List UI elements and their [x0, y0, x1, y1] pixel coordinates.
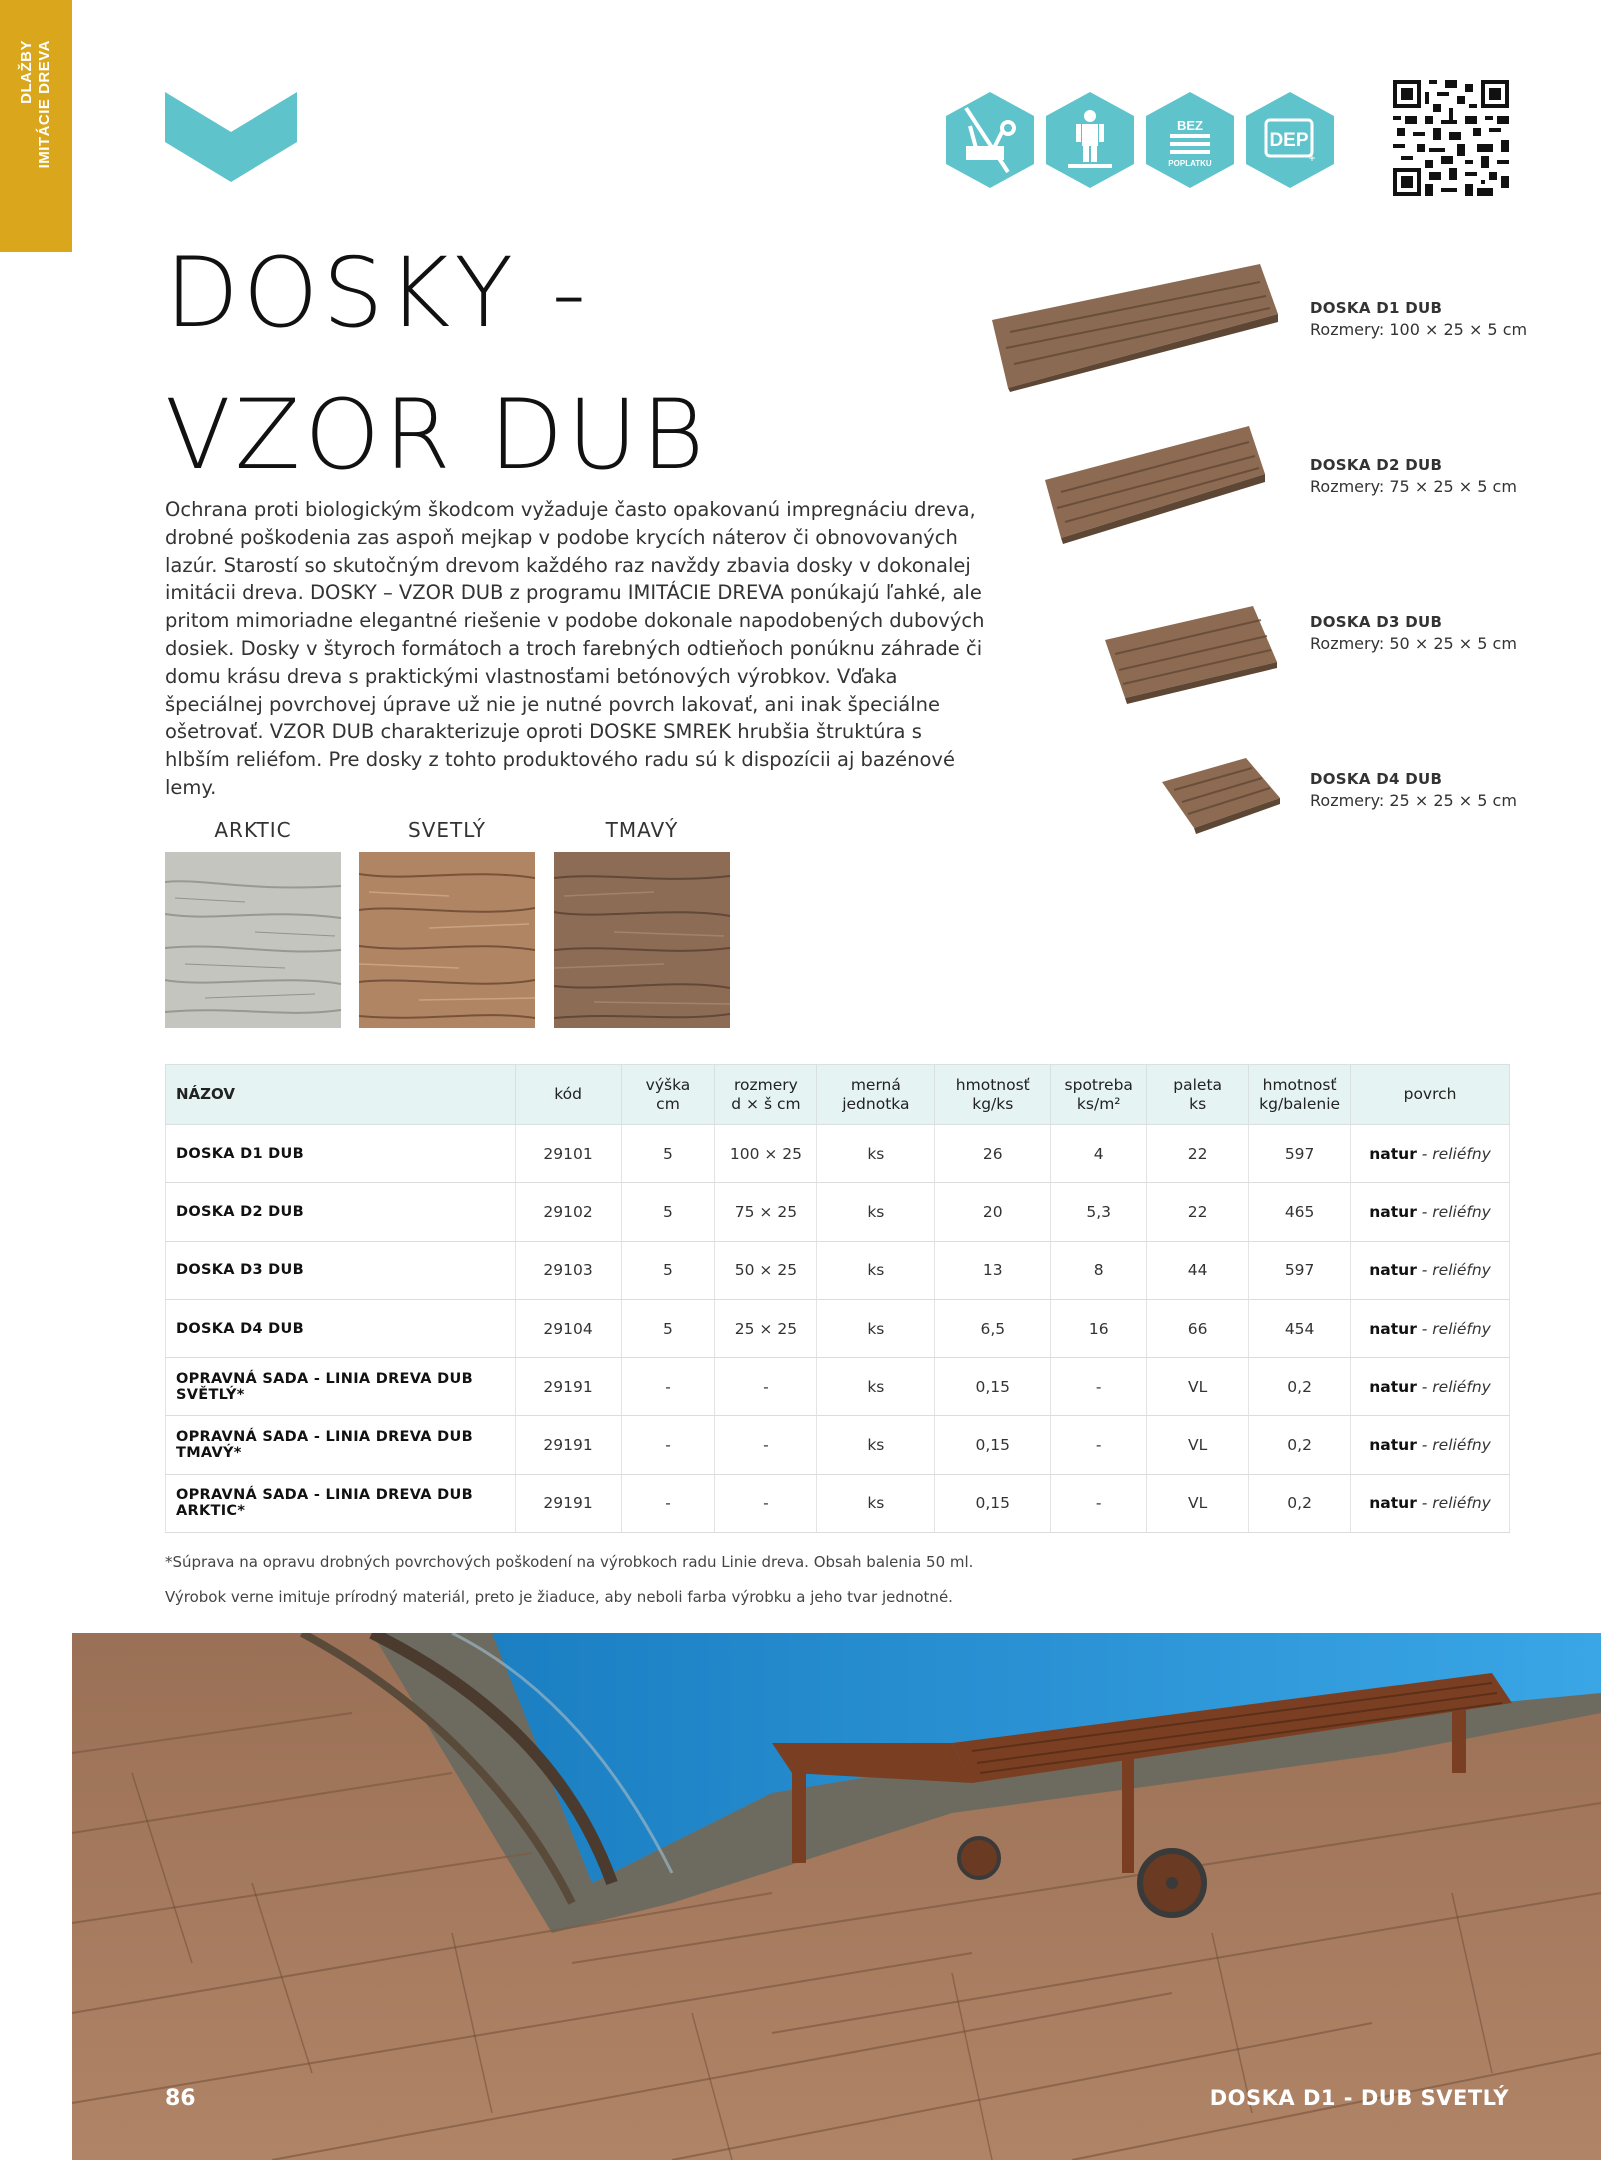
person-icon: [1046, 92, 1134, 188]
table-cell: 0,15: [935, 1474, 1051, 1532]
section-tab: [0, 0, 72, 252]
dep-icon-label: DEP: [1269, 130, 1309, 151]
table-cell: 5: [621, 1241, 715, 1299]
footnote: *Súprava na opravu drobných povrchových poškodení na výrobkoch radu Linie dreva. Obsah balenia 50 ml.: [165, 1553, 974, 1571]
table-row: [166, 1416, 1510, 1474]
chevron-logo-icon: [165, 92, 297, 182]
table-cell: 6,5: [935, 1299, 1051, 1357]
section-tab-label: [18, 40, 54, 220]
product-table: [165, 1064, 1510, 1533]
table-cell: 0,15: [935, 1416, 1051, 1474]
table-row: [166, 1241, 1510, 1299]
section-tab-line2: IMITÁCIE DREVA: [36, 40, 53, 169]
table-cell: -: [715, 1416, 817, 1474]
table-row: [166, 1474, 1510, 1532]
table-cell: 29101: [515, 1125, 621, 1183]
table-row: [166, 1183, 1510, 1241]
table-cell: VL: [1147, 1416, 1249, 1474]
table-cell-povrch: natur - reliéfny: [1351, 1183, 1510, 1241]
table-cell: -: [715, 1358, 817, 1416]
col-header-hmotnost-balenie: hmotnosť kg/balenie: [1249, 1065, 1351, 1125]
page-title: [165, 222, 708, 506]
col-header-nazov: NÁZOV: [166, 1065, 516, 1125]
table-cell: -: [621, 1358, 715, 1416]
table-cell: DOSKA D1 DUB: [166, 1125, 516, 1183]
table-cell-povrch: natur - reliéfny: [1351, 1474, 1510, 1532]
table-cell: 20: [935, 1183, 1051, 1241]
table-cell: ks: [817, 1474, 935, 1532]
page-title-line2: VZOR DUB: [165, 379, 709, 491]
table-cell-povrch: natur - reliéfny: [1351, 1241, 1510, 1299]
table-header-row: [166, 1065, 1510, 1125]
board-name-d3: DOSKA D3 DUB: [1310, 613, 1443, 631]
table-cell: OPRAVNÁ SADA - LINIA DREVA DUB ARKTIC*: [166, 1474, 516, 1532]
no-fee-icon-top-label: BEZ: [1177, 118, 1203, 133]
table-body: [166, 1125, 1510, 1533]
no-fee-icon: [1146, 92, 1234, 188]
table-cell: 5: [621, 1299, 715, 1357]
board-image-d1: [990, 262, 1280, 392]
table-cell: 16: [1051, 1299, 1147, 1357]
table-cell-povrch: natur - reliéfny: [1351, 1358, 1510, 1416]
page-title-line1: DOSKY -: [165, 237, 591, 349]
table-cell: 8: [1051, 1241, 1147, 1299]
table-cell: -: [621, 1474, 715, 1532]
table-cell: 597: [1249, 1125, 1351, 1183]
product-description: Ochrana proti biologickým škodcom vyžaduje často opakovanú impregnáciu dreva, drobné poškodenia zas aspoň mejkap v podobe krycích náterov či obnovovaných lazúr. Starostí so skutočným drevom každého raz navždy zbavia dosky v dokonalej imitácii dreva. DOSKY – VZOR DUB z programu IMITÁCIE DREVA ponúkajú ľahké, ale pritom mimoriadne elegantné riešenie v podobe dokonale napodobených dubových dosiek. Dosky v štyroch formátoch a troch farebných odtieňoch ponúknu záhrade či domu krásu dreva s praktickými vlastnosťami betónových výrobkov. Vďaka špeciálnej povrchovej úprave už nie je nutné povrch lakovať, ani inak špeciálne ošetrovať. VZOR DUB charakterizuje oproti DOSKE SMREK hrubšia štruktúra s hlbším reliéfom. Pre dosky z tohto produktového radu sú k dispozícii aj bazénové lemy.: [165, 498, 985, 799]
table-cell-povrch: natur - reliéfny: [1351, 1125, 1510, 1183]
board-image-d3: [1103, 604, 1279, 704]
table-cell: 29103: [515, 1241, 621, 1299]
table-cell: -: [1051, 1474, 1147, 1532]
col-header-rozmery: rozmery d × š cm: [715, 1065, 817, 1125]
table-cell: 22: [1147, 1125, 1249, 1183]
table-cell: 454: [1249, 1299, 1351, 1357]
board-dims-d1: Rozmery: 100 × 25 × 5 cm: [1310, 320, 1528, 339]
swatch-label-tmavy: TMAVÝ: [605, 818, 679, 842]
table-cell: -: [715, 1474, 817, 1532]
table-cell: 0,2: [1249, 1358, 1351, 1416]
table-cell: 5: [621, 1125, 715, 1183]
dep-icon: [1246, 92, 1334, 188]
table-cell: ks: [817, 1125, 935, 1183]
table-cell: ks: [817, 1358, 935, 1416]
table-cell: 44: [1147, 1241, 1249, 1299]
svg-text:+: +: [1308, 151, 1316, 165]
col-header-vyska: výška cm: [621, 1065, 715, 1125]
table-cell-povrch: natur - reliéfny: [1351, 1299, 1510, 1357]
table-cell: 465: [1249, 1183, 1351, 1241]
table-cell: 0,2: [1249, 1416, 1351, 1474]
table-cell: 25 × 25: [715, 1299, 817, 1357]
table-cell: 29191: [515, 1474, 621, 1532]
col-header-kod: kód: [515, 1065, 621, 1125]
table-cell: 22: [1147, 1183, 1249, 1241]
table-cell: DOSKA D2 DUB: [166, 1183, 516, 1241]
table-cell: 66: [1147, 1299, 1249, 1357]
table-cell: 597: [1249, 1241, 1351, 1299]
table-cell: 4: [1051, 1125, 1147, 1183]
qr-code[interactable]: [1393, 80, 1509, 196]
board-dims-d2: Rozmery: 75 × 25 × 5 cm: [1310, 477, 1517, 496]
table-cell: 75 × 25: [715, 1183, 817, 1241]
table-cell: 50 × 25: [715, 1241, 817, 1299]
table-cell: ks: [817, 1416, 935, 1474]
col-header-paleta: paleta ks: [1147, 1065, 1249, 1125]
table-row: [166, 1125, 1510, 1183]
disclaimer: Výrobok verne imituje prírodný materiál, preto je žiaduce, aby neboli farba výrobku a jeho tvar jednotné.: [165, 1588, 953, 1606]
no-machine-icon: [946, 92, 1034, 188]
table-cell: 5,3: [1051, 1183, 1147, 1241]
col-header-spotreba: spotreba ks/m²: [1051, 1065, 1147, 1125]
table-cell: VL: [1147, 1358, 1249, 1416]
board-name-d1: DOSKA D1 DUB: [1310, 299, 1443, 317]
table-cell: DOSKA D3 DUB: [166, 1241, 516, 1299]
section-tab-line1: DLAŽBY: [18, 40, 35, 104]
table-cell: 26: [935, 1125, 1051, 1183]
table-cell: OPRAVNÁ SADA - LINIA DREVA DUB TMAVÝ*: [166, 1416, 516, 1474]
table-cell: 29191: [515, 1416, 621, 1474]
pool-terrace-photo: [72, 1633, 1601, 2160]
board-image-d4: [1160, 756, 1282, 834]
swatch-label-arktic: ARKTIC: [214, 818, 292, 842]
table-cell: ks: [817, 1299, 935, 1357]
table-cell: -: [621, 1416, 715, 1474]
table-cell: VL: [1147, 1474, 1249, 1532]
page-number: 86: [165, 2086, 196, 2111]
photo-caption: DOSKA D1 - DUB SVETLÝ: [1209, 2086, 1509, 2110]
table-cell: OPRAVNÁ SADA - LINIA DREVA DUB SVĚTLÝ*: [166, 1358, 516, 1416]
col-header-povrch: povrch: [1351, 1065, 1510, 1125]
swatch-tmavy: [554, 852, 730, 1028]
board-dims-d4: Rozmery: 25 × 25 × 5 cm: [1310, 791, 1517, 810]
table-cell: 0,15: [935, 1358, 1051, 1416]
swatch-label-svetly: SVETLÝ: [408, 818, 486, 842]
table-cell: DOSKA D4 DUB: [166, 1299, 516, 1357]
swatch-arktic: [165, 852, 341, 1028]
board-name-d2: DOSKA D2 DUB: [1310, 456, 1443, 474]
table-cell: ks: [817, 1241, 935, 1299]
table-cell: ks: [817, 1183, 935, 1241]
table-cell-povrch: natur - reliéfny: [1351, 1416, 1510, 1474]
col-header-merna-jednotka: merná jednotka: [817, 1065, 935, 1125]
feature-icons: [946, 92, 1334, 188]
board-info-d1: [1310, 297, 1527, 341]
table-cell: 5: [621, 1183, 715, 1241]
board-info-d4: [1310, 768, 1517, 812]
table-cell: -: [1051, 1358, 1147, 1416]
board-info-d3: [1310, 611, 1517, 655]
board-name-d4: DOSKA D4 DUB: [1310, 770, 1443, 788]
table-cell: -: [1051, 1416, 1147, 1474]
table-row: [166, 1299, 1510, 1357]
board-image-d2: [1043, 424, 1267, 544]
swatch-svetly: [359, 852, 535, 1028]
board-info-d2: [1310, 454, 1517, 498]
col-header-hmotnost-ks: hmotnosť kg/ks: [935, 1065, 1051, 1125]
table-cell: 29102: [515, 1183, 621, 1241]
table-cell: 13: [935, 1241, 1051, 1299]
table-row: [166, 1358, 1510, 1416]
table-cell: 100 × 25: [715, 1125, 817, 1183]
no-fee-icon-bottom-label: POPLATKU: [1168, 159, 1212, 168]
table-cell: 0,2: [1249, 1474, 1351, 1532]
board-dims-d3: Rozmery: 50 × 25 × 5 cm: [1310, 634, 1517, 653]
table-cell: 29191: [515, 1358, 621, 1416]
table-cell: 29104: [515, 1299, 621, 1357]
